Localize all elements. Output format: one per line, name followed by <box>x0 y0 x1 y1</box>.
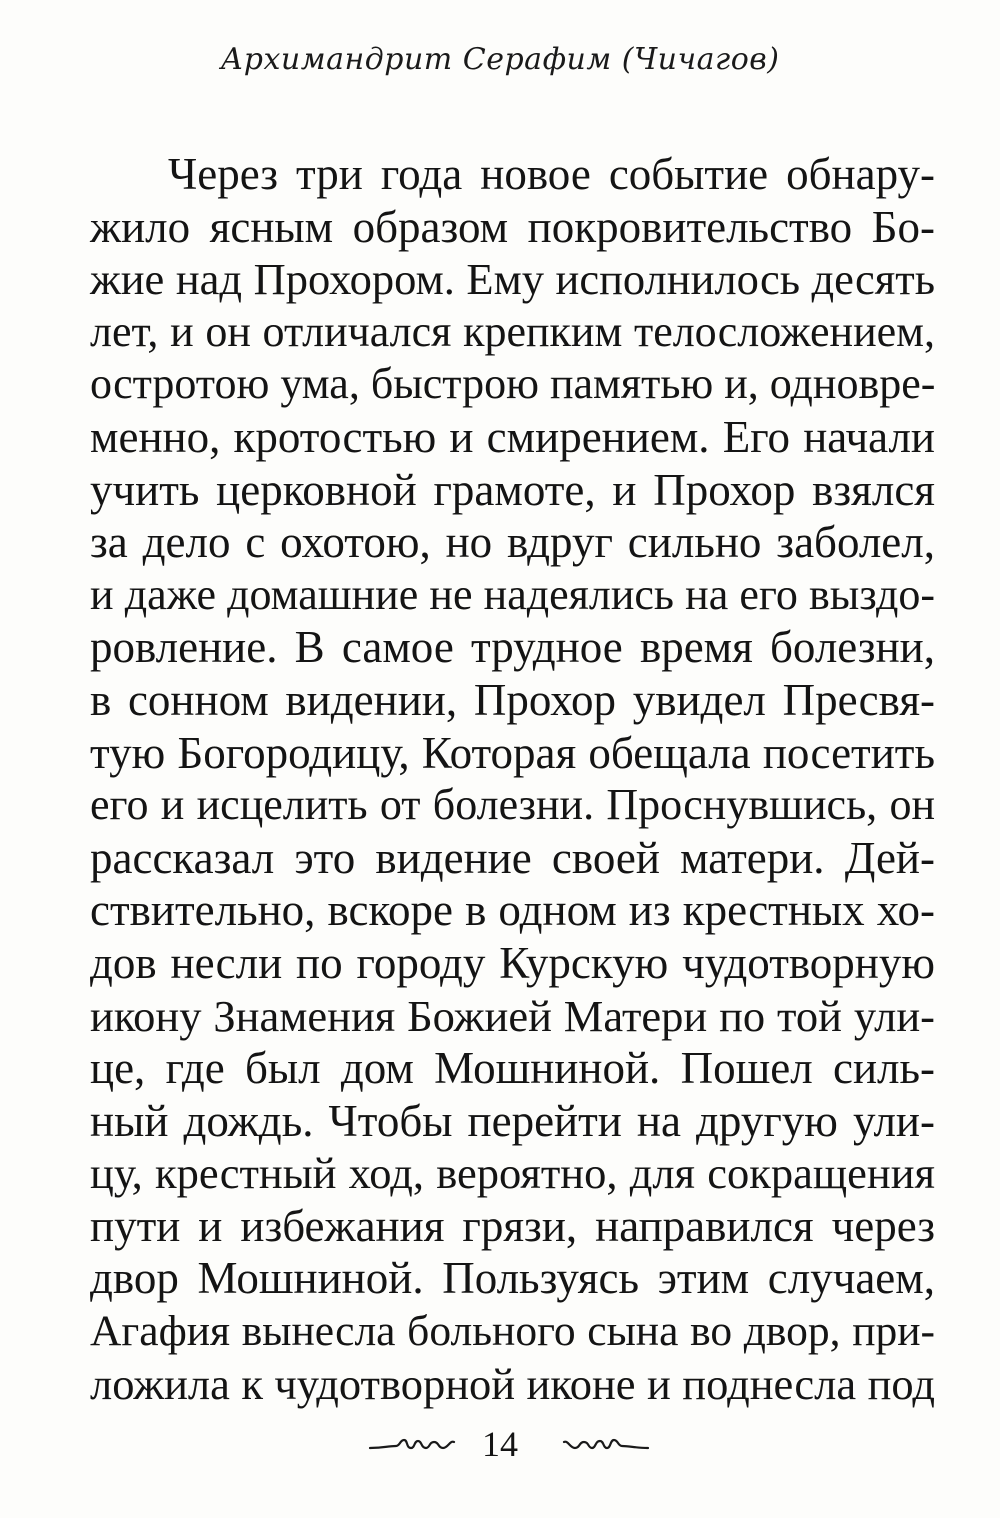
text-line: тую Богородицу, Которая обещала посетить <box>90 727 935 778</box>
text-line: менно, кротостью и смирением. Его начали <box>90 411 935 462</box>
text-line: его и исцелить от болезни. Проснувшись, он <box>90 780 935 830</box>
text-line: икону Знамения Божией Матери по той ули- <box>90 990 935 1041</box>
running-head: Архимандрит Серафим (Чичагов) <box>220 42 780 77</box>
text-line: Через три года новое событие обнару- <box>168 149 935 199</box>
text-line: дов несли по городу Курскую чудотворную <box>90 937 935 988</box>
ornament-left-icon <box>368 1428 458 1460</box>
text-line: остротою ума, быстрою памятью и, одновре- <box>90 359 936 409</box>
text-line: лет, и он отличался крепким телосложением, <box>90 306 935 356</box>
text-line: жило ясным образом покровительство Бо- <box>90 201 935 252</box>
text-line: учить церковной грамоте, и Прохор взялся <box>90 464 935 515</box>
text-line: в сонном видении, Прохор увидел Пресвя- <box>90 674 935 725</box>
page-footer <box>0 1422 1000 1466</box>
text-line: це, где был дом Мошниной. Пошел силь- <box>90 1043 935 1094</box>
page-number: 14 <box>482 1424 518 1464</box>
text-line: Агафия вынесла больного сына во двор, при- <box>90 1307 935 1356</box>
text-line: ложила к чудотворной иконе и поднесла под <box>90 1358 935 1409</box>
text-line: и даже домашние не надеялись на его выздо- <box>90 569 935 619</box>
text-line: ный дождь. Чтобы перейти на другую ули- <box>90 1095 935 1146</box>
text-line: жие над Прохором. Ему исполнилось десять <box>90 254 935 305</box>
text-line: двор Мошниной. Пользуясь этим случаем, <box>90 1253 935 1304</box>
text-line: пути и избежания грязи, направился через <box>90 1200 935 1251</box>
ornament-right-icon <box>560 1428 650 1460</box>
text-line: цу, крестный ход, вероятно, для сокращения <box>90 1148 935 1199</box>
body-text <box>90 148 935 1410</box>
text-line: рассказал это видение своей матери. Дей- <box>90 832 935 883</box>
text-line: ровление. В самое трудное время болезни, <box>90 622 935 673</box>
text-line: за дело с охотою, но вдруг сильно заболел, <box>90 517 935 568</box>
text-line: ствительно, вскоре в одном из крестных хо- <box>90 885 935 936</box>
